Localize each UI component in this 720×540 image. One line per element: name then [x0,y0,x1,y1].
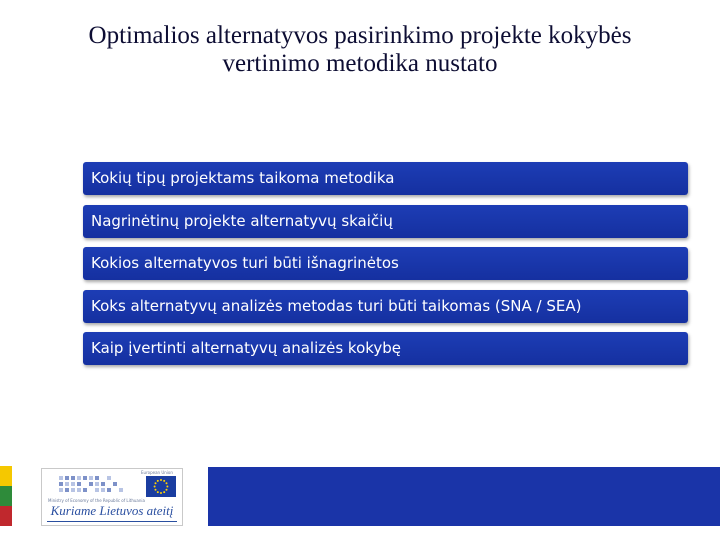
footer-logo-panel [41,468,183,526]
slogan-underline [47,521,177,522]
list-item: Nagrinėtinų projekte alternatyvų skaičių [83,205,688,238]
topic-list [83,162,688,375]
ministry-logo-icon [55,474,125,496]
eu-caption: European Union [141,470,173,475]
slide-title-line-2: vertinimo metodika nustato [222,50,498,77]
flag-red-band [0,506,12,526]
footer-blue-bar [208,467,720,526]
eu-flag-icon [146,476,176,497]
slide-title-line-1: Optimalios alternatyvos pasirinkimo projekte kokybės [88,22,632,49]
lithuanian-flag-stripe [0,466,12,526]
slogan-text: Kuriame Lietuvos ateitį [50,503,174,518]
flag-yellow-band [0,466,12,486]
ministry-caption: Ministry of Economy of the Republic of Lithuania [48,498,145,503]
list-item: Koks alternatyvų analizės metodas turi būti taikomas (SNA / SEA) [83,290,688,323]
flag-green-band [0,486,12,506]
slide-title [10,22,710,78]
list-item: Kaip įvertinti alternatyvų analizės kokybę [83,332,688,365]
list-item: Kokios alternatyvos turi būti išnagrinėtos [83,247,688,280]
list-item: Kokių tipų projektams taikoma metodika [83,162,688,195]
